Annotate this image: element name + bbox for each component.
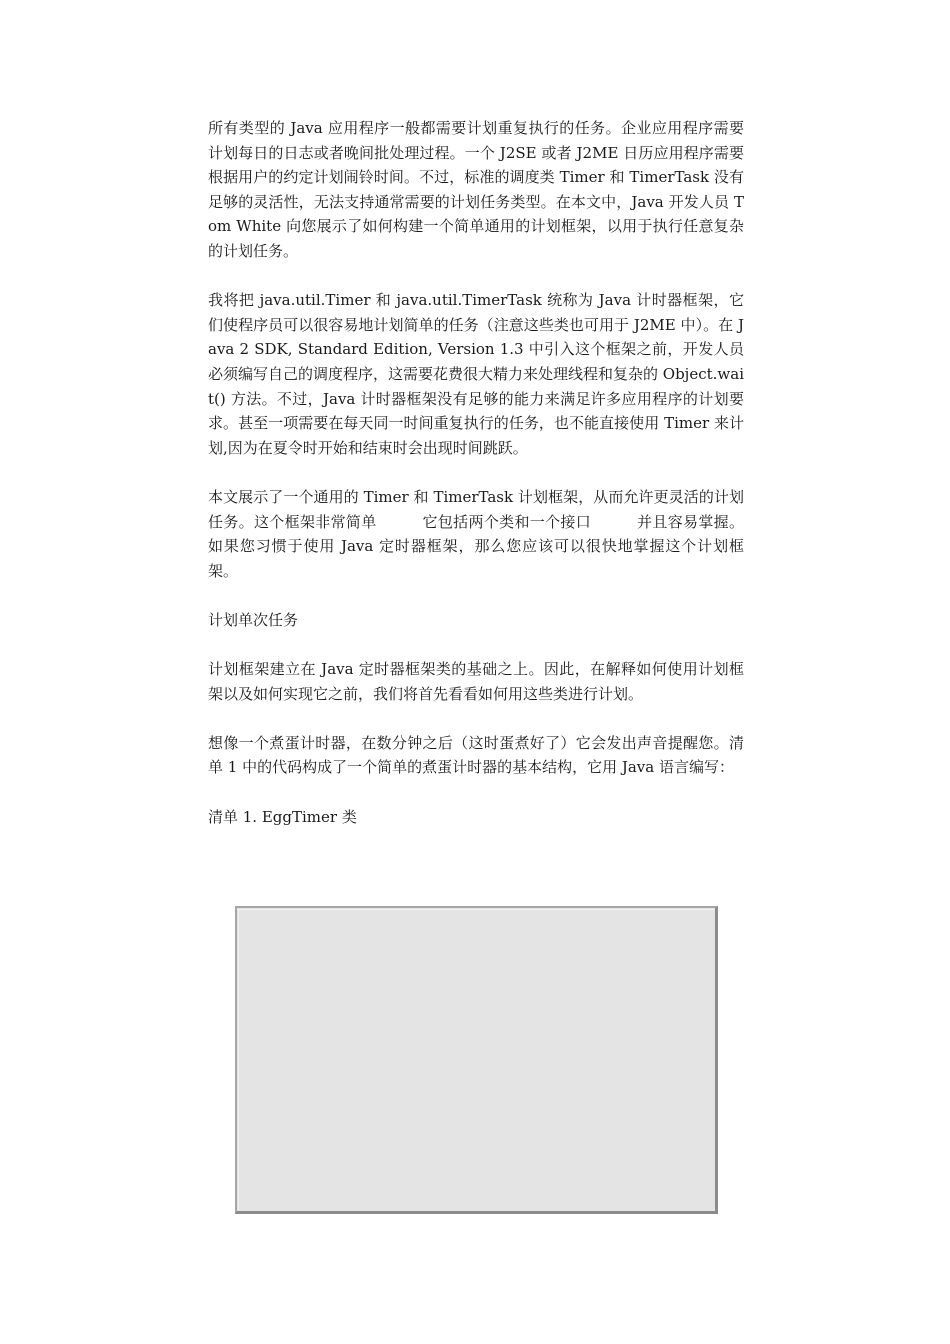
code-listing-box — [235, 906, 718, 1214]
listing-caption: 清单 1. EggTimer 类 — [208, 807, 357, 826]
general-framework-paragraph: 本文展示了一个通用的 Timer 和 TimerTask 计划框架，从而允许更灵活的计划任务。这个框架非常简单 它包括两个类和一个接口 并且容易掌握。如果您习惯于使用 Java 定时器框架，那么您应该可以很快地掌握这个计划框架。 — [208, 487, 744, 580]
timer-framework-paragraph: 我将把 java.util.Timer 和 java.util.TimerTask 统称为 Java 计时器框架，它们使程序员可以很容易地计划简单的任务（注意这些类也可用于 J2ME 中）。在 Java 2 SDK, Standard Edition, Version 1.3 中引入这个框架之前，开发人员必须编写自己的调度程序，这需要花费很大精力来处理线程和复杂的 Object.wait() 方法。不过，Java 计时器框架没有足够的能力来满足许多应用程序的计划要求。甚至一项需要在每天同一时间重复执行的任务，也不能直接使用 Timer 来计划,因为在夏令时开始和结束时会出现时间跳跃。 — [208, 291, 744, 457]
code-listing-inner — [238, 909, 714, 1210]
intro-paragraph: 所有类型的 Java 应用程序一般都需要计划重复执行的任务。企业应用程序需要计划每日的日志或者晚间批处理过程。一个 J2SE 或者 J2ME 日历应用程序需要根据用户的约定计划闹铃时间。不过，标准的调度类 Timer 和 TimerTask 没有足够的灵活性，无法支持通常需要的计划任务类型。在本文中，Java 开发人员 Tom White 向您展示了如何构建一个简单通用的计划框架，以用于执行任意复杂的计划任务。 — [208, 119, 744, 260]
egg-timer-paragraph: 想像一个煮蛋计时器，在数分钟之后（这时蛋煮好了）它会发出声音提醒您。清单 1 中的代码构成了一个简单的煮蛋计时器的基本结构，它用 Java 语言编写： — [208, 733, 744, 777]
section-heading: 计划单次任务 — [208, 610, 299, 629]
document-body — [208, 116, 744, 829]
framework-basis-paragraph: 计划框架建立在 Java 定时器框架类的基础之上。因此，在解释如何使用计划框架以及如何实现它之前，我们将首先看看如何用这些类进行计划。 — [208, 660, 744, 703]
